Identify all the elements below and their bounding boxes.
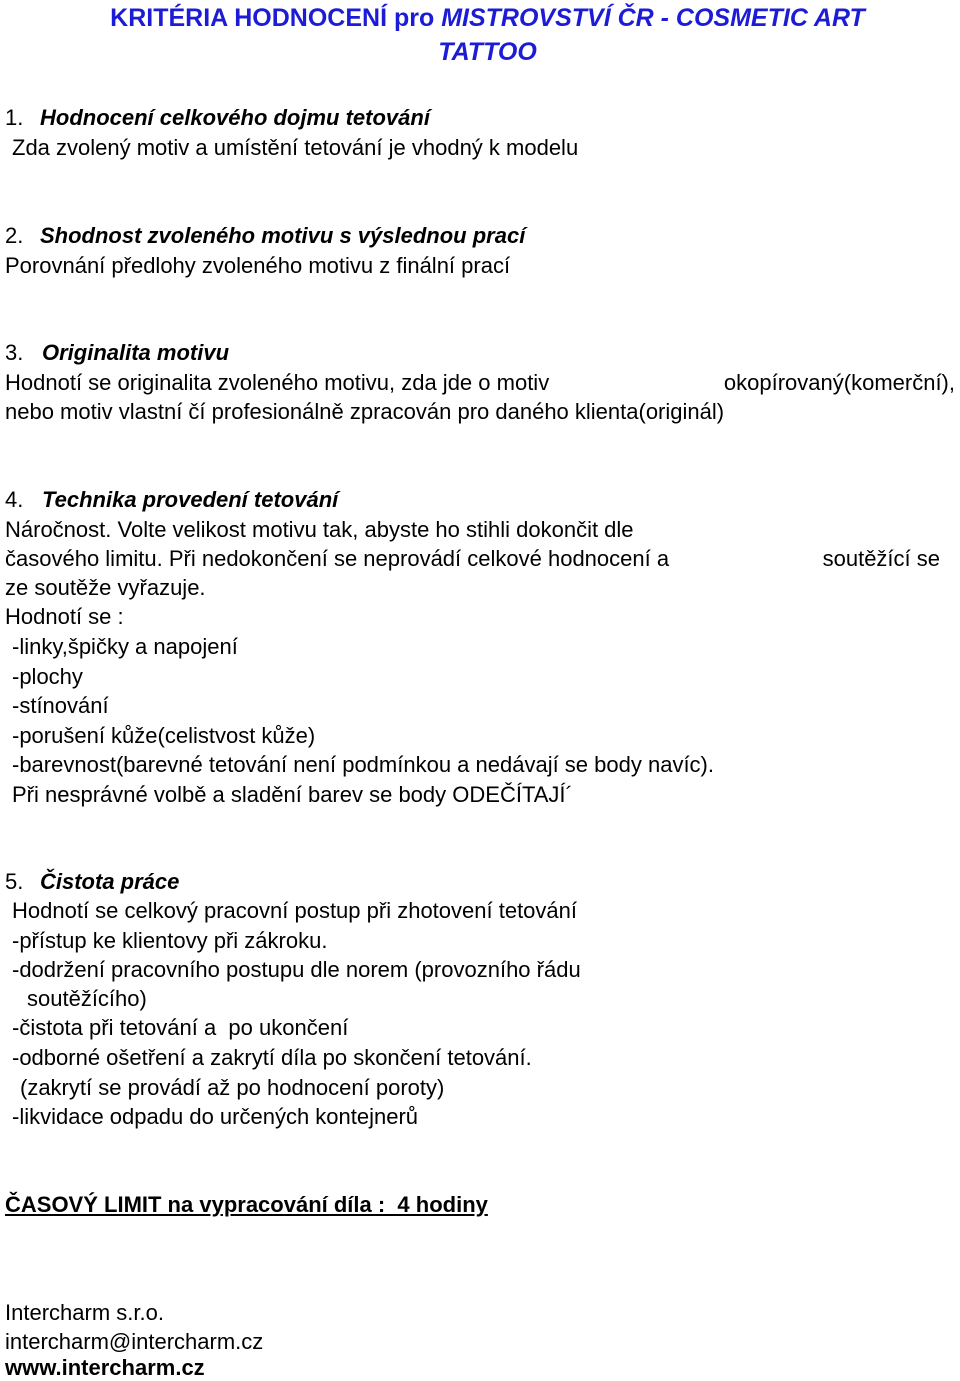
- section-5-line: soutěžícího): [27, 986, 147, 1011]
- section-1-heading: Hodnocení celkového dojmu tetování: [40, 105, 430, 130]
- section-4-line-1: Náročnost. Volte velikost motivu tak, abyste ho stihli dokončit dle: [5, 517, 634, 542]
- section-5-line: -odborné ošetření a zakrytí díla po skončení tetování.: [12, 1045, 532, 1070]
- section-5-number: 5.: [5, 869, 24, 894]
- section-3-heading: Originalita motivu: [42, 340, 230, 365]
- section-2-number: 2.: [5, 223, 24, 248]
- footer-email: intercharm@intercharm.cz: [5, 1329, 264, 1354]
- document-title-line-2: [10, 37, 960, 67]
- section-2-heading: Shodnost zvoleného motivu s výslednou prací: [40, 223, 526, 248]
- section-4-line-2-right: soutěžící se: [822, 546, 940, 571]
- section-3-line-2: nebo motiv vlastní čí profesionálně zpracován pro daného klienta(originál): [5, 399, 725, 424]
- section-3-line-1-left: Hodnotí se originalita zvoleného motivu, zda jde o motiv: [5, 370, 550, 395]
- section-4-number: 4.: [5, 487, 24, 512]
- footer-website: www.intercharm.cz: [5, 1355, 205, 1380]
- section-5-line: -dodržení pracovního postupu dle norem (provozního řádu: [12, 957, 581, 982]
- section-5-heading: Čistota práce: [40, 869, 180, 894]
- section-4-list-item: -porušení kůže(celistvost kůže): [12, 723, 316, 748]
- section-1-text: Zda zvolený motiv a umístění tetování je vhodný k modelu: [12, 135, 579, 160]
- section-4-list-item: -linky,špičky a napojení: [12, 634, 238, 659]
- section-4-list-item: -plochy: [12, 664, 83, 689]
- section-4-line-4: Hodnotí se :: [5, 604, 124, 629]
- section-4-heading: Technika provedení tetování: [42, 487, 339, 512]
- section-4-note: Při nesprávné volbě a sladění barev se body ODEČÍTAJÍ´: [12, 782, 573, 807]
- section-5-line: (zakrytí se provádí až po hodnocení poroty): [20, 1075, 445, 1100]
- section-3-line-1: [5, 371, 955, 395]
- section-5-line: -čistota při tetování a po ukončení: [12, 1015, 349, 1040]
- title-italic-line-2: TATTOO: [438, 38, 537, 66]
- title-italic: MISTROVSTVÍ ČR - COSMETIC ART: [441, 4, 865, 32]
- section-5-line: -přístup ke klientovy při zákroku.: [12, 928, 328, 953]
- footer-company: Intercharm s.r.o.: [5, 1300, 164, 1325]
- title-plain: KRITÉRIA HODNOCENÍ pro: [110, 4, 442, 32]
- time-limit: ČASOVÝ LIMIT na vypracování díla : 4 hodiny: [5, 1192, 488, 1217]
- section-4-list-item: -stínování: [12, 693, 109, 718]
- section-4-list-item: -barevnost(barevné tetování není podmínkou a nedávají se body navíc).: [12, 752, 714, 777]
- section-4-line-2-left: časového limitu. Při nedokončení se neprovádí celkové hodnocení a: [5, 546, 670, 571]
- section-4-line-3: ze soutěže vyřazuje.: [5, 575, 206, 600]
- section-5-line: -likvidace odpadu do určených kontejnerů: [12, 1104, 419, 1129]
- section-5-line: Hodnotí se celkový pracovní postup při zhotovení tetování: [12, 898, 577, 923]
- section-3-number: 3.: [5, 340, 24, 365]
- section-2-text: Porovnání předlohy zvoleného motivu z finální prací: [5, 253, 511, 278]
- section-3-line-1-right: okopírovaný(komerční),: [723, 370, 955, 395]
- section-1-number: 1.: [5, 105, 24, 130]
- section-4-line-2: [5, 547, 940, 571]
- document-title-line-1: [10, 3, 960, 33]
